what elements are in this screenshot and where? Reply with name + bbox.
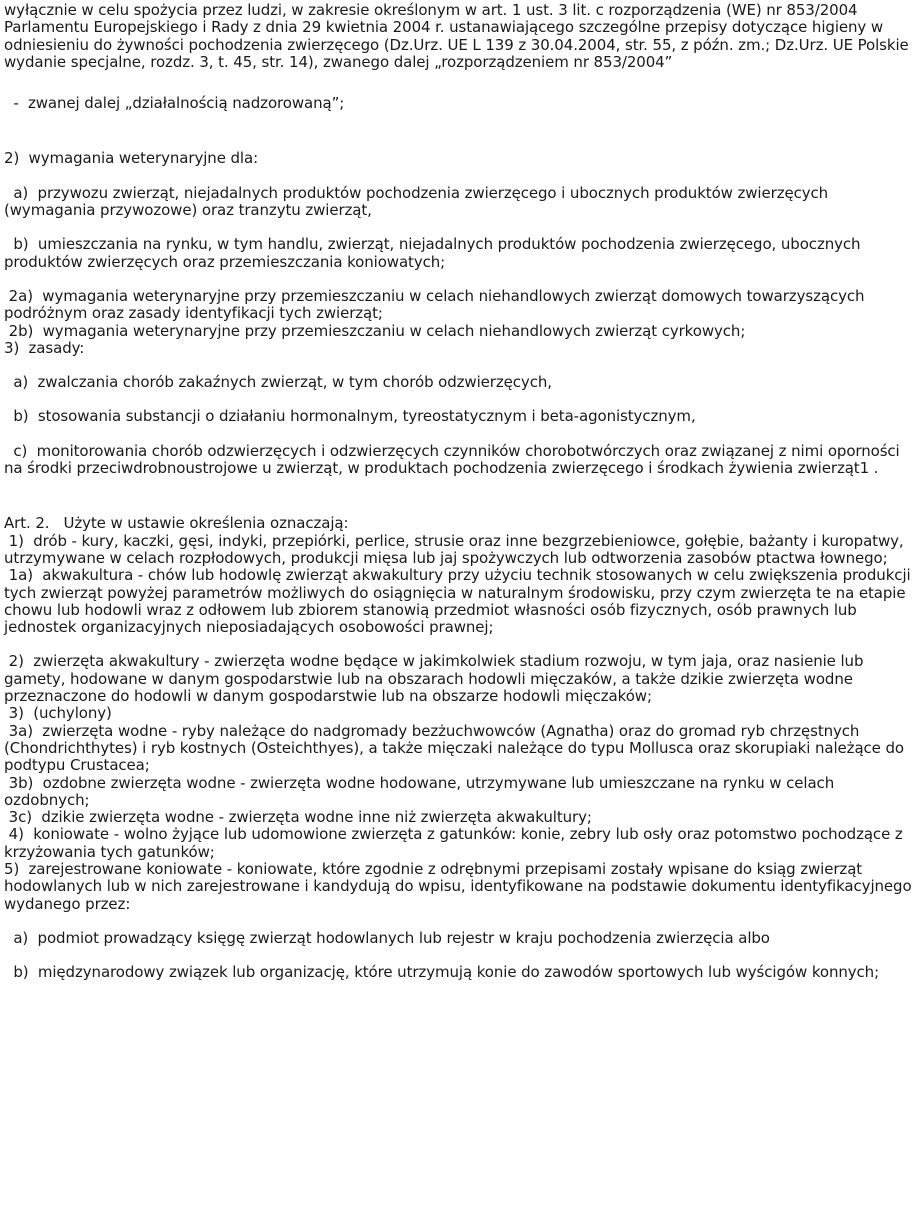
definition-3: 3) (uchylony) [4,704,112,723]
point-3a-letter: a) zwalczania chorób zakaźnych zwierząt, w tym chorób odzwierzęcych, [4,373,552,392]
point-3b-letter: b) stosowania substancji o działaniu hormonalnym, tyreostatycznym i beta-agonistycznym, [4,407,696,426]
point-3: 3) zasady: [4,338,85,357]
definition-4: 4) koniowate - wolno żyjące lub udomowione zwierzęta z gatunków: konie, zebry lub osły oraz potomstwo pochodzące z krzyżowania tych gatunków; [4,825,908,861]
definition-5: 5) zarejestrowane koniowate - koniowate, które zgodnie z odrębnymi przepisami zostały wpisane do ksiąg zwierząt hodowlanych lub w nich zarejestrowane i kandydują do wpisu, identyfikowane na podstawie dokumentu identyfikacyjnego wydanego przez: [4,859,917,913]
point-2a: 2a) wymagania weterynaryjne przy przemieszczaniu w celach niehandlowych zwierząt domowych towarzyszących podróżnym oraz zasady identyfikacji tych zwierząt; [4,286,870,323]
paragraph-supervised-activity: - zwanej dalej „działalnością nadzorowaną”; [4,94,345,113]
definition-1a: 1a) akwakultura - chów lub hodowlę zwierząt akwakultury przy użyciu technik stosowanych w celu zwiększenia produkcji tych zwierząt powyżej parametrów możliwych do osiągnięcia w naturalnym środowisku, przy czym zwierzęta te na etapie chowu lub hodowli wraz z odłowem lub zbiorem stanowią przedmiot własności osób fizycznych, osób prawnych lub jednostek organizacyjnych nieposiadających osobowości prawnej; [4,566,916,637]
point-2b: 2b) wymagania weterynaryjne przy przemieszczaniu w celach niehandlowych zwierząt cyrkowych; [4,321,746,340]
definition-3a: 3a) zwierzęta wodne - ryby należące do nadgromady bezżuchwowców (Agnatha) oraz do gromad ryb chrzęstnych (Chondrichthytes) i ryb kostnych (Osteichthyes), a także mięczaki należące do typu Mollusca oraz skorupiaki należące do podtypu Crustacea; [4,721,909,775]
point-2b-letter: b) umieszczania na rynku, w tym handlu, zwierząt, niejadalnych produktów pochodzenia zwierzęcego, ubocznych produktów zwierzęcych oraz przemieszczania koniowatych; [4,235,866,271]
article-2-heading: Art. 2. Użyte w ustawie określenia oznaczają: [4,514,349,533]
definition-3c: 3c) dzikie zwierzęta wodne - zwierzęta wodne inne niż zwierzęta akwakultury; [4,808,592,827]
paragraph-intro: wyłącznie w celu spożycia przez ludzi, w zakresie określonym w art. 1 ust. 3 lit. c rozporządzenia (WE) nr 853/2004 Parlamentu Europejskiego i Rady z dnia 29 kwietnia 2004 r. ustanawiającego szczególne przepisy dotyczące higieny w odniesieniu do żywności pochodzenia zwierzęcego (Dz.Urz. UE L 139 z 30.04.2004, str. 55, z późn. zm.; Dz.Urz. UE Polskie wydanie specjalne, rozdz. 3, t. 45, str. 14), zwanego dalej „rozporządzeniem nr 853/2004” [4,1,914,71]
definition-5a-letter: a) podmiot prowadzący księgę zwierząt hodowlanych lub rejestr w kraju pochodzenia zwierzęcia albo [4,928,770,947]
definition-1: 1) drób - kury, kaczki, gęsi, indyki, przepiórki, perlice, strusie oraz inne bezgrzebieniowce, gołębie, bażanty i kuropatwy, utrzymywane w celach rozpłodowych, produkcji mięsa lub jaj spożywczych lub odtworzenia zasobów ptactwa łownego; [4,531,909,567]
point-2a-letter: a) przywozu zwierząt, niejadalnych produktów pochodzenia zwierzęcego i ubocznych produktów zwierzęcych (wymagania przywozowe) oraz tranzytu zwierząt, [4,183,833,220]
point-2: 2) wymagania weterynaryjne dla: [4,149,259,168]
definition-3b: 3b) ozdobne zwierzęta wodne - zwierzęta wodne hodowane, utrzymywane lub umieszczane na rynku w celach ozdobnych; [4,773,839,809]
definition-5b-letter: b) międzynarodowy związek lub organizację, które utrzymują konie do zawodów sportowych lub wyścigów konnych; [4,963,880,982]
point-3c-letter: c) monitorowania chorób odzwierzęcych i odzwierzęcych czynników chorobotwórczych oraz związanej z nimi oporności na środki przeciwdrobnoustrojowe u zwierząt, w produktach pochodzenia zwierzęcego i środkach żywienia zwierząt1 . [4,441,905,478]
definition-2: 2) zwierzęta akwakultury - zwierzęta wodne będące w jakimkolwiek stadium rozwoju, w tym jaja, oraz nasienie lub gamety, hodowane w danym gospodarstwie lub na obszarach hodowli mięczaków, a także dzikie zwierzęta wodne przeznaczone do hodowli w danym gospodarstwie lub na obszarze hodowli mięczaków; [4,652,869,706]
